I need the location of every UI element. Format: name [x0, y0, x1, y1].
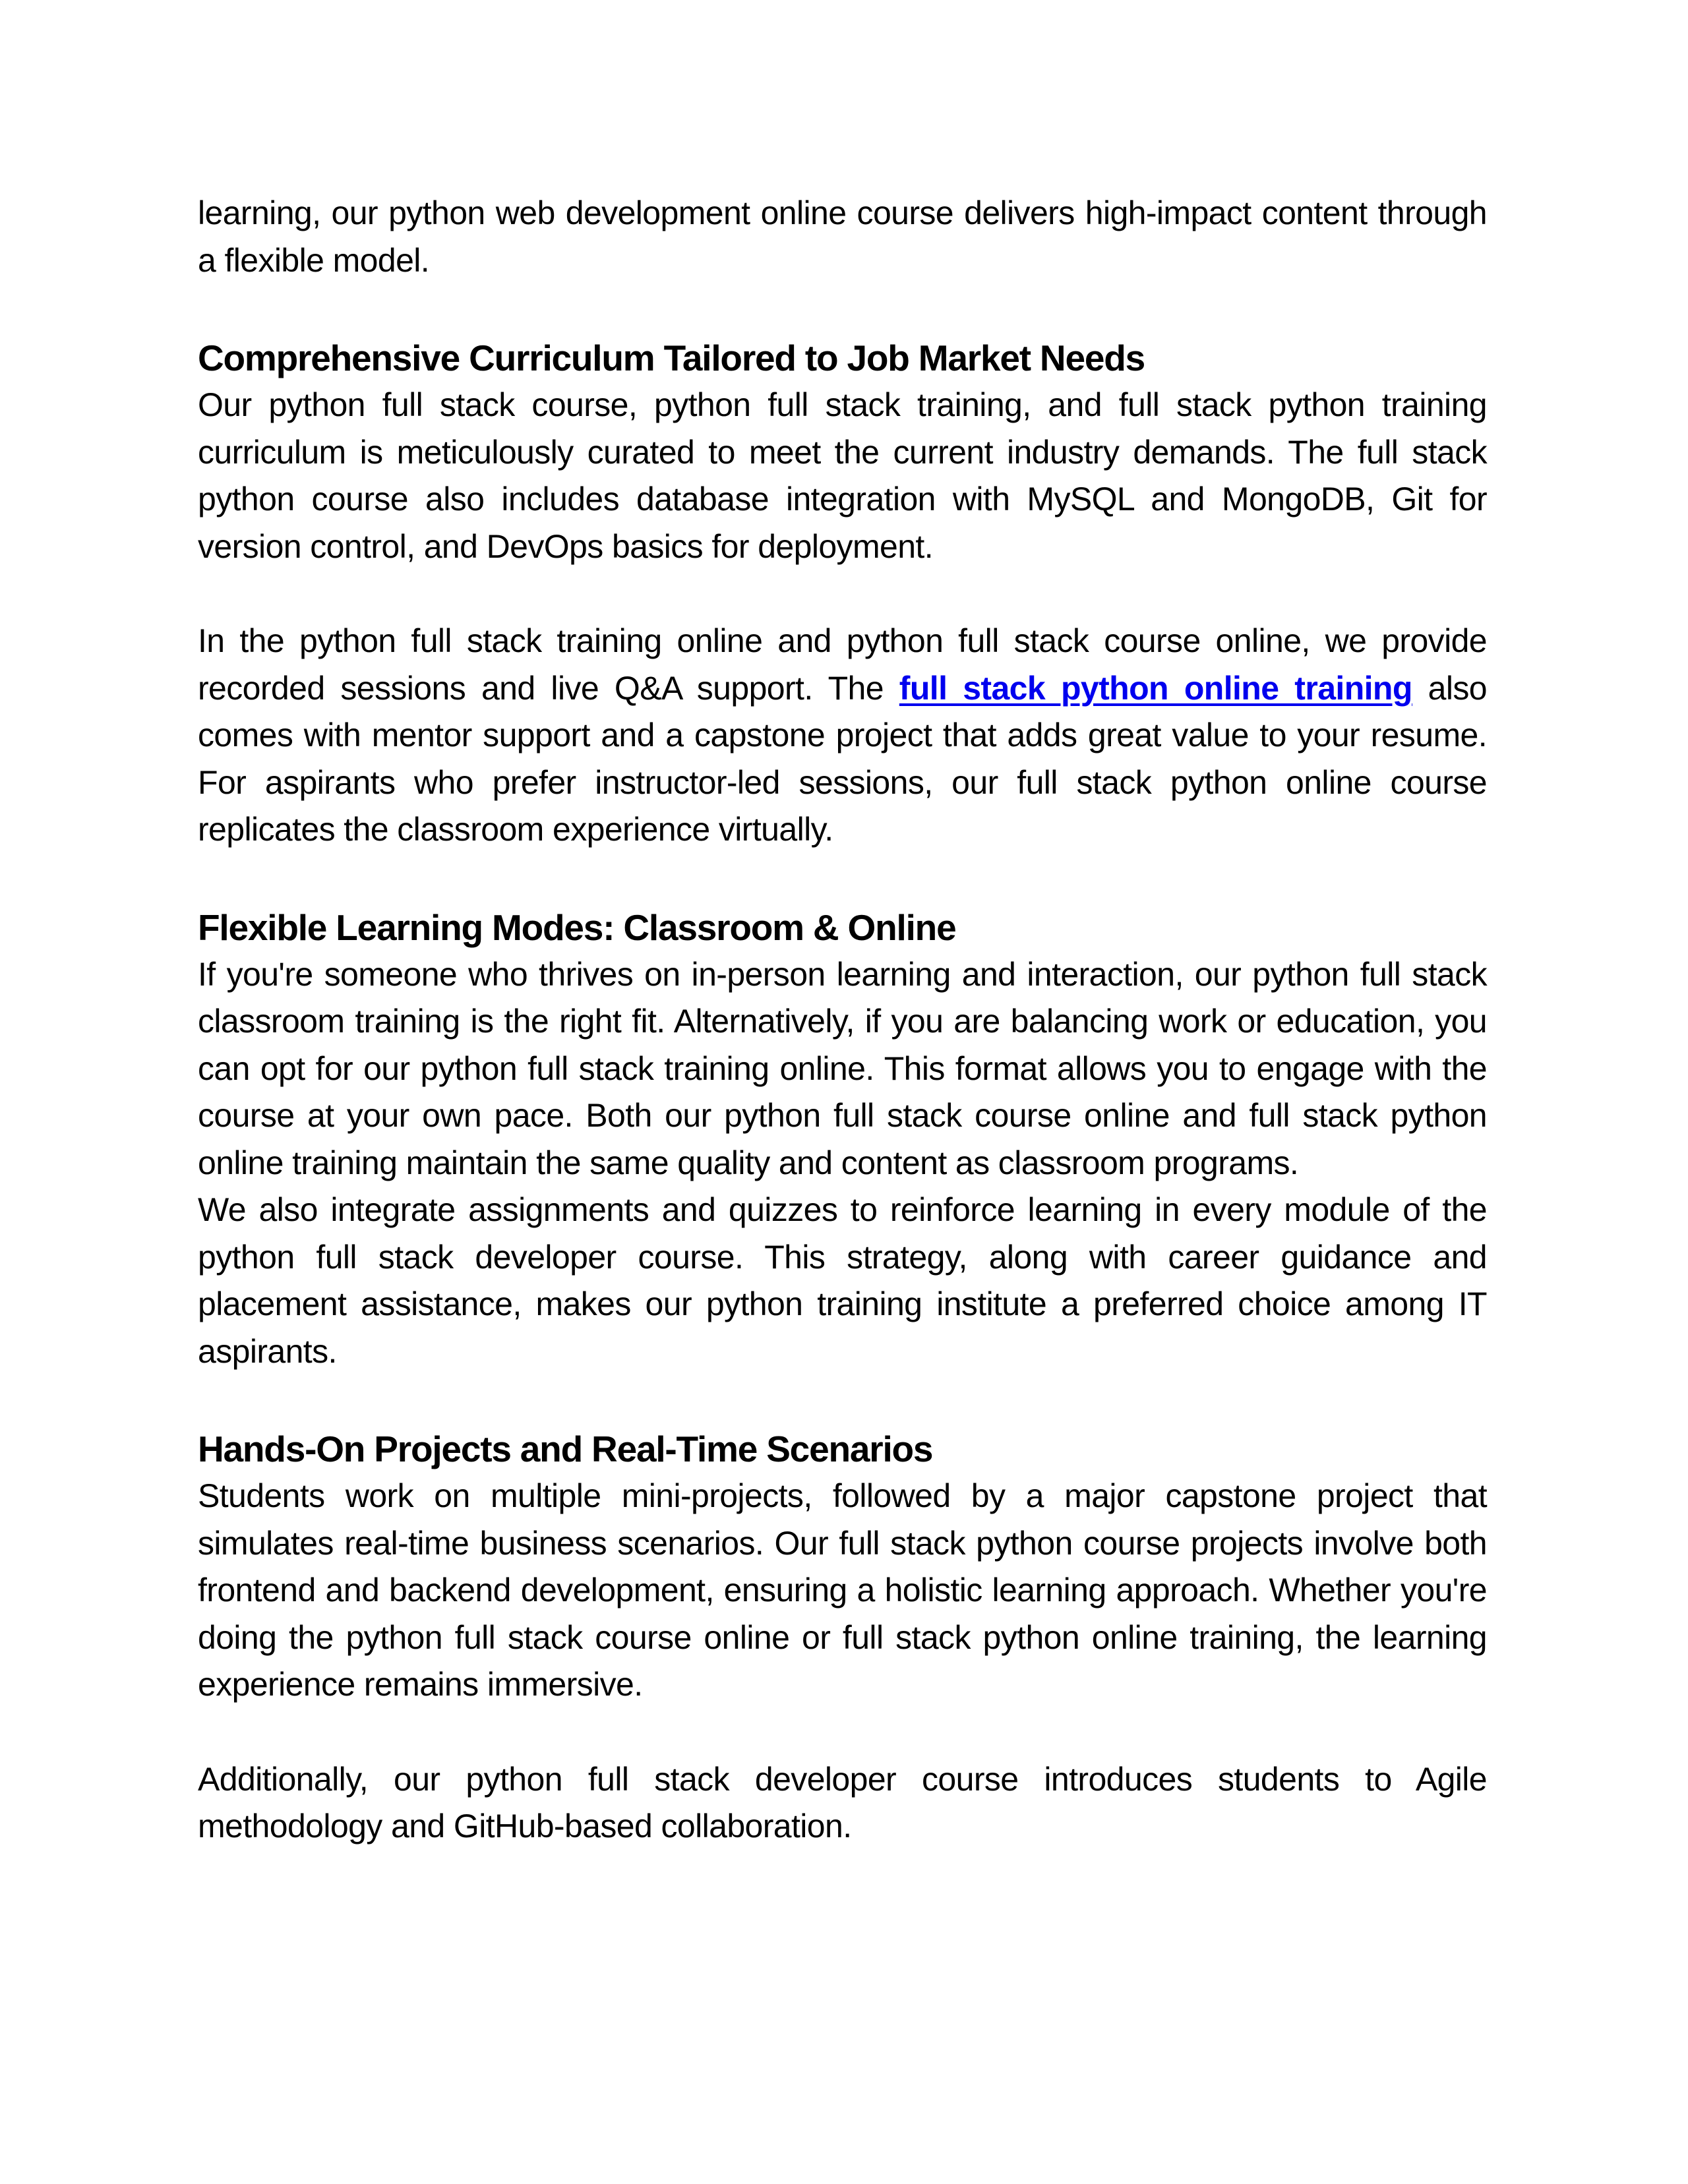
spacer	[198, 1709, 1487, 1756]
learning-modes-paragraph-2: We also integrate assignments and quizzes to reinforce learning in every module of the python full stack developer course. This strategy, along with career guidance and placement assistance, makes our python training institute a preferred choice among IT aspirants.	[198, 1191, 1487, 1370]
section-heading-projects: Hands-On Projects and Real-Time Scenarios	[198, 1429, 933, 1469]
paragraph-text: also comes with mentor support and a capstone project that adds great value to your resume. For aspirants who prefer instructor-led sessions, our full stack python online course replicates the classroom experience virtually.	[198, 669, 1487, 848]
spacer	[198, 570, 1487, 618]
spacer	[198, 1375, 1487, 1423]
spacer	[198, 284, 1487, 332]
section-heading-curriculum: Comprehensive Curriculum Tailored to Job Market Needs	[198, 338, 1145, 378]
curriculum-paragraph-2	[198, 618, 1487, 854]
curriculum-paragraph-1: Our python full stack course, python full stack training, and full stack python training curriculum is meticulously curated to meet the current industry demands. The full stack python course also includes database integration with MySQL and MongoDB, Git for version control, and DevOps basics for deployment.	[198, 386, 1487, 565]
section-heading-learning-modes: Flexible Learning Modes: Classroom & Online	[198, 906, 956, 948]
intro-paragraph: learning, our python web development online course delivers high-impact content through a flexible model.	[198, 194, 1487, 279]
paragraph-text: In the python full stack training online and python full stack course online, we provide recorded sessions and live Q&A support. The	[198, 622, 1487, 707]
projects-paragraph-1: Students work on multiple mini-projects, followed by a major capstone project that simulates real-time business scenarios. Our full stack python course projects involve both frontend and backend development, ensuring a holistic learning approach. Whether you're doing the python full stack course online or full stack python online training, the learning experience remains immersive.	[198, 1477, 1487, 1703]
full-stack-python-online-training-link[interactable]: full stack python online training	[899, 669, 1412, 707]
learning-modes-paragraph-1: If you're someone who thrives on in-person learning and interaction, our python full stack classroom training is the right fit. Alternatively, if you are balancing work or education, you can opt for our python full stack training online. This format allows you to engage with the course at your own pace. Both our python full stack course online and full stack python online training maintain the same quality and content as classroom programs.	[198, 955, 1487, 1181]
projects-paragraph-2: Additionally, our python full stack developer course introduces students to Agile methodology and GitHub-based collaboration.	[198, 1760, 1487, 1845]
document-page	[198, 190, 1487, 1850]
spacer	[198, 854, 1487, 901]
